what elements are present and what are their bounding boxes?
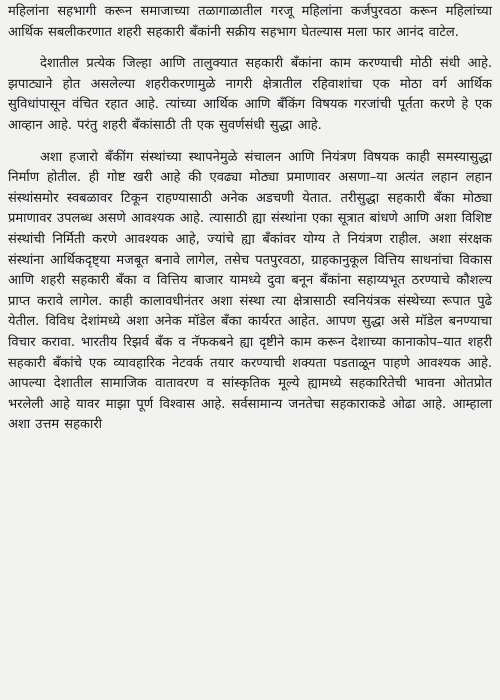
paragraph-3: अशा हजारो बँकींग संस्थांच्या स्थापनेमुळे संचालन आणि नियंत्रण विषयक काही समस्यासुद्धा निर्माण होतील. ही गोष्ट खरी आहे की एवढ्या मोठ्या प्रमाणावर असणा–या अत्यंत लहान लहान संस्थांसमोर स्वबळावर टिकून राहण्यासाठी अनेक अडचणी येतात. तरीसुद्धा सहकारी बँका मोठ्या प्रमाणावर उपलब्ध असणे आवश्यक आहे. त्यासाठी ह्या संस्थांना एका सूत्रात बांधणे आणि अशा विशिष्ट संस्थांची निर्मिती करणे आवश्यक आहे, ज्यांचे ह्या बँकांवर योग्य ते नियंत्रण राहील. अशा संरक्षक संस्थांना आर्थिकदृष्ट्या मजबूत बनावे लागेल, तसेच पतपुरवठा, ग्राहकानुकूल वित्तिय साधनांचा विकास आणि शहरी सहकारी बँका व वित्तिय बाजार यामध्ये दुवा बनून बँकांना सहाय्यभूत ठरण्याचे कौशल्य प्राप्त करावे लागेल. काही कालावधीनंतर अशा संस्था त्या क्षेत्रासाठी स्वनियंत्रक संस्थेच्या रूपात पुढे येतील. विविध देशांमध्ये अशा अनेक मॉडेल बँका कार्यरत आहेत. आपण सुद्धा असे मॉडेल बनण्याचा विचार करावा. भारतीय रिझर्व बँक व नॅफकबने ह्या दृष्टीने काम करून देशाच्या कानाकोप–यात शहरी सहकारी बँकांचे एक व्यावहारिक नेटवर्क तयार करण्याची शक्यता पडताळून पाहणे आवश्यक आहे. आपल्या देशातील सामाजिक वातावरण व सांस्कृतिक मूल्ये ह्यामध्ये सहकारितेची भावना ओतप्रोत भरलेली आहे यावर माझा पूर्ण विश्वास आहे. सर्वसामान्य जनतेचा सहकाराकडे ओढा आहे. आम्हाला अशा उत्तम सहकारी (8, 149, 492, 433)
paragraph-2: देशातील प्रत्येक जिल्हा आणि तालुक्यात सहकारी बँकांना काम करण्याची मोठी संधी आहे. झपाट्याने होत असलेल्या शहरीकरणामुळे नागरी क्षेत्रातील रहिवाशांचा एक मोठा वर्ग आर्थिक सुविधांपासून वंचित रहात आहे. त्यांच्या आर्थिक आणि बँकिंग विषयक गरजांची पूर्तता करणे हे एक आव्हान आहे. परंतु शहरी बँकांसाठी ती एक सुवर्णसंधी सुद्धा आहे. (8, 56, 492, 133)
paragraph-1: महिलांना सहभागी करून समाजाच्या तळागाळातील गरजू महिलांना कर्जपुरवठा करून महिलांच्या आर्थिक सबलीकरणात शहरी सहकारी बँकांनी सक्रीय सहभाग घेतल्यास मला फार आनंद वाटेल. (8, 4, 492, 40)
